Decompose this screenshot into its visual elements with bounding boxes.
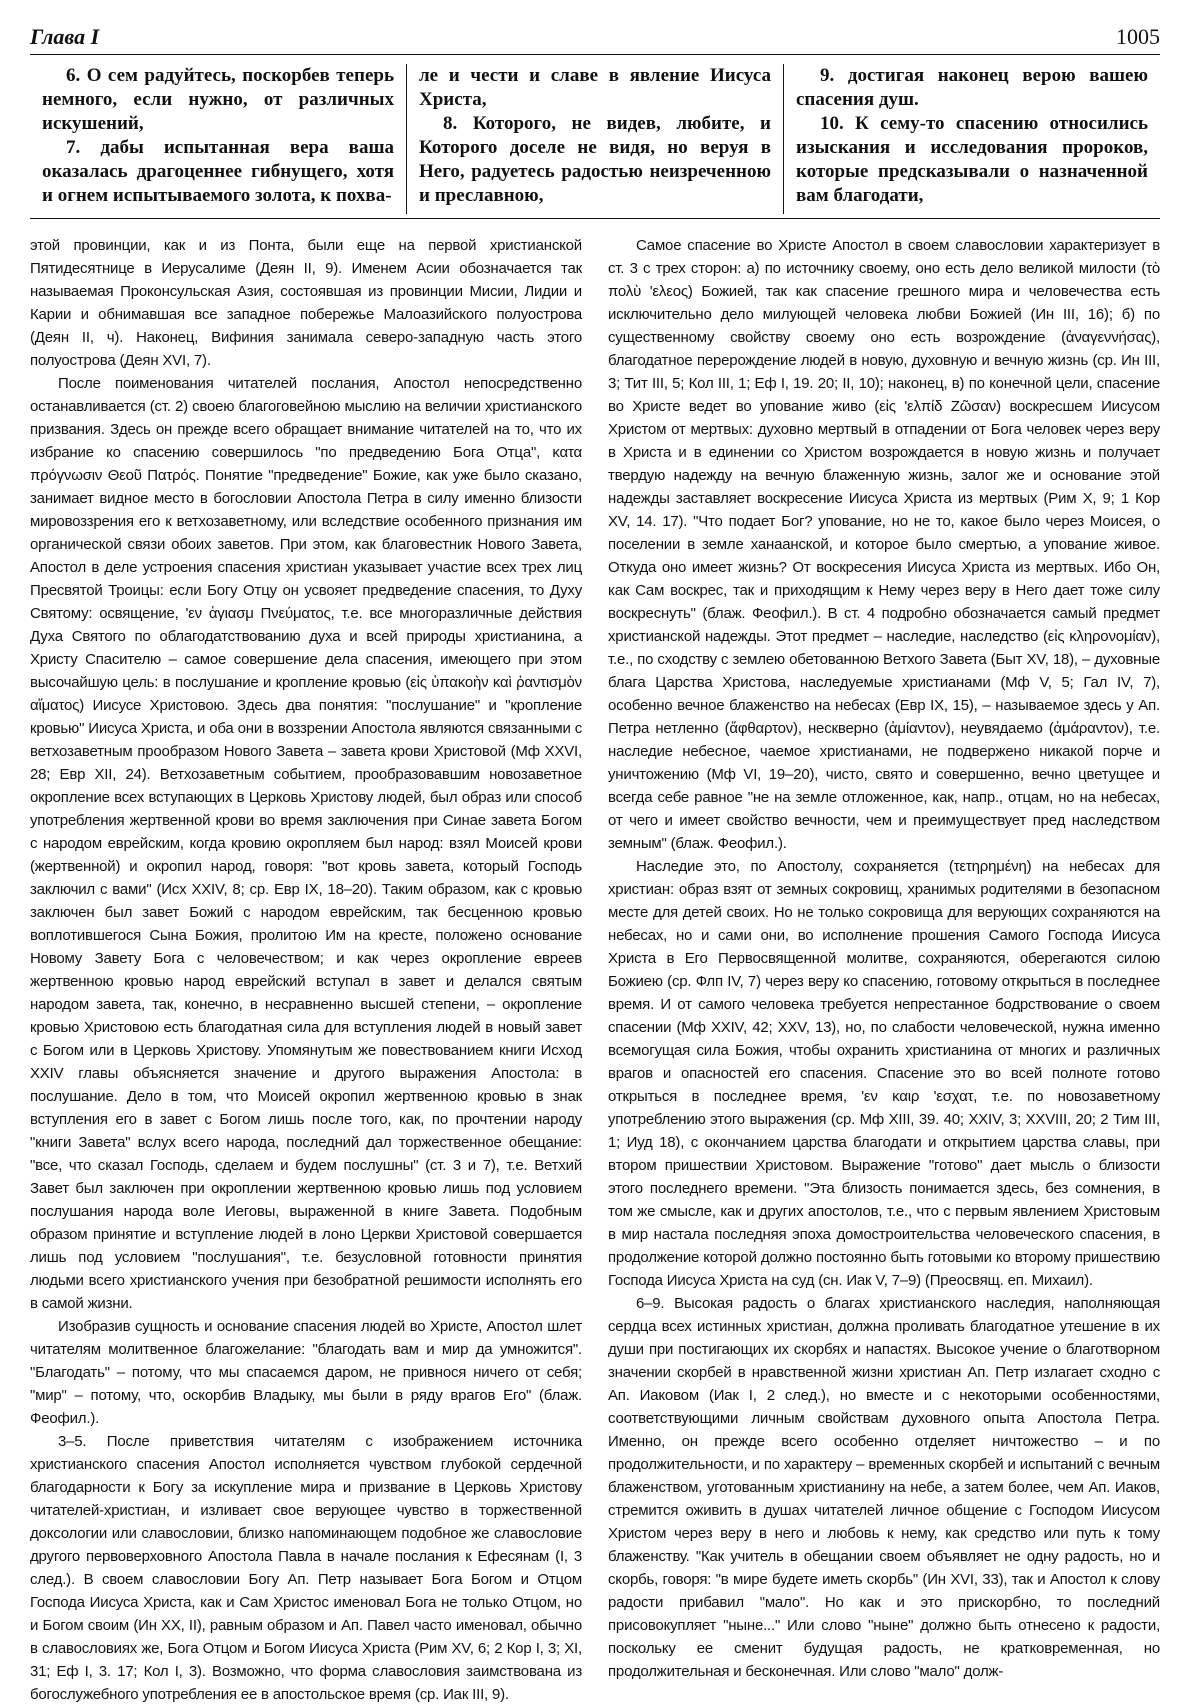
verse-column-2 [406, 64, 783, 214]
scripture-verses [30, 64, 1160, 214]
verse-paragraph: 10. К сему-то спасению относились изыскания и исследования пророков, которые предсказывали о назначенной вам благодати, [796, 113, 1148, 206]
verse-column-3 [783, 64, 1160, 214]
section-divider [30, 218, 1160, 219]
verse-paragraph: 8. Которого, не видев, любите, и Которого доселе не видя, но веруя в Него, радуетесь радостью неизреченною и преславною, [419, 113, 771, 206]
chapter-title: Глава I [30, 24, 100, 49]
commentary-paragraph: Самое спасение во Христе Апостол в своем славословии характеризует в ст. 3 с трех сторон: а) по источнику своему, оно есть дело великой милости (τὸ πολὺ 'ελεος) Божией, так как спасение грешного мира и человечества есть исключительно дело милующей человека любви Божией (Ин III, 16); б) по существенному свойству своему оно есть возрождение (ἀναγεννήσας), благодатное перерождение людей в новую, духовную и вечную жизнь (ср. Ин III, 3; Тит III, 5; Кол III, 1; Еф I, 19. 20; II, 10); наконец, в) по конечной цели, спасение во Христе ведет во упование живо (εἰς 'ελπίδ Ζῶσαν) воскресшем Иисусом Христом от мертвых: духовно мертвый в отпадении от Бога человек через веру в Христа и в единении со Христом возрождается в новую жизнь и получает твердую надежду на вечную блаженную жизнь, залог же и основание этой надежды заставляет воскресение Иисуса Христа из мертвых (Рим X, 9; 1 Кор XV, 14. 17). "Что подает Бог? упование, но не то, какое было через Моисея, о поселении в земле ханаанской, и которое было смертью, а упование живое. Откуда оно имеет жизнь? От воскресения Иисуса Христа из мертвых. Ибо Он, как Сам воскрес, так и приходящим к Нему через веру в Него дает тоже силу воскреснуть" (блаж. Феофил.). В ст. 4 подробно обозначается самый предмет христианской надежды. Этот предмет – наследие, наследство (εἰς κληρονομίαν), т.е., по сходству с землею обетованною Ветхого Завета (Быт XV, 18), – духовные блага Царства Христова, наследуемые христианами (Мф V, 5; Гал IV, 7), особенно вечное блаженство на небесах (Евр IX, 15), – называемое здесь у Ап. Петра нетленно (ἄφθαρτον), нескверно (ἀμίαντον), неувядаемо (ἀμάραντον), т.е. наследие небесное, чаемое христианами, не подвержено никакой порче и уничтожению (Мф VI, 19–20), чисто, свято и совершенно, вечно цветущее и всегда себе равное "не на земле отложенное, как, напр., отцам, но на небесах, от чего и имеет свойство вечности, чем и преимуществует пред наследством земным" (блаж. Феофил.). [608, 237, 1160, 852]
verse-paragraph: 6. О сем радуйтесь, поскорбев теперь немного, если нужно, от различных искушений, [42, 65, 394, 134]
page-number: 1005 [1116, 24, 1160, 49]
commentary-paragraph: этой провинции, как и из Понта, были еще на первой христианской Пятидесятнице в Иерусалиме (Деян II, 9). Именем Асии обозначается так называемая Проконсульская Азия, состоявшая из провинции Мисии, Лидии и Карии и обнимавшая все западное побережье Малоазийского полуострова (Деян II, ч). Наконец, Вифиния занимала северо-западную часть этого полуострова (Деян XVI, 7). [30, 237, 582, 369]
verse-column-1 [30, 64, 406, 214]
commentary-right-column [608, 234, 1160, 1680]
commentary-left-column [30, 234, 582, 1703]
verse-paragraph: 7. дабы испытанная вера ваша оказалась драгоценнее гибнущего, хотя и огнем испытываемого золота, к похва- [42, 137, 394, 206]
verse-paragraph: 9. достигая наконец верою вашею спасения душ. [796, 65, 1148, 110]
commentary-paragraph: 6–9. Высокая радость о благах христианского наследия, наполняющая сердца всех истинных христиан, должна проливать благодатное утешение в их души при постигающих их скорбях и напастях. Высокое учение о благотворном значении скорбей в нравственной жизни христиан Ап. Петр излагает сходно с Ап. Иаковом (Иак I, 2 след.), но вместе и с некоторыми особенностями, соответствующими личным свойствам духовного опыта Апостола Петра. Именно, он прежде всего особенно отделяет ничтожество – и по продолжительности, и по характеру – временных скорбей и испытаний с вечным блаженством, уготованным христианину на небе, а затем более, чем Ап. Иаков, стремится оживить в душах читателей личное общение с Господом Иисусом Христом через веру в него и любовь к нему, как средство или путь к тому блаженству. "Как учитель в обещании своем объявляет не одну радость, но и скорбь, говоря: "в мире будете иметь скорбь" (Ин XVI, 33), так и Апостол к слову радости прибавил "мало". Но как и это прискорбно, то последний присовокупляет "ныне..." Или слово "ныне" должно быть отнесено к радости, поскольку ее сменит будущая радость, не кратковременная, но продолжительная и бесконечная. Или слово "мало" долж- [608, 1295, 1160, 1680]
verse-paragraph: ле и чести и славе в явление Иисуса Христа, [419, 65, 771, 110]
commentary-paragraph: 3–5. После приветствия читателям с изображением источника христианского спасения Апостол исполняется чувством глубокой сердечной благодарности к Богу за искупление мира и призвание в Церковь Христову читателей-христиан, и изливает свое верующее чувство в торжественной доксологии или славословии, близко напоминающем подобное же славословие другого первоверховного Апостола Павла в начале послания к Ефесянам (I, 3 след.). В своем славословии Богу Ап. Петр называет Бога Богом и Отцом Господа Иисуса Христа, как и Сам Христос именовал Бога не только Отцом, но и Богом своим (Ин XX, II), равным образом и Ап. Павел часто именовал, обычно в славословиях же, Бога Отцом и Богом Иисуса Христа (Рим XV, 6; 2 Кор I, 3; XI, 31; Еф I, 3. 17; Кол I, 3). Возможно, что форма славословия заимствована из богослужебного употребления ее в апостольское время (ср. Иак III, 9). [30, 1433, 582, 1703]
commentary-paragraph: Изобразив сущность и основание спасения людей во Христе, Апостол шлет читателям молитвенное благожелание: "благодать вам и мир да умножится". "Благодать" – потому, что мы спасаемся даром, не привнося ничего от себя; "мир" – потому, что, оскорбив Владыку, мы были в ряду врагов Его" (блаж. Феофил.). [30, 1318, 582, 1427]
commentary [30, 234, 1160, 1703]
commentary-paragraph: После поименования читателей послания, Апостол непосредственно останавливается (ст. 2) своею благоговейною мыслию на величии христианского призвания. Здесь он прежде всего обращает внимание читателей на то, что их избрание ко спасению совершилось "по предведению Бога Отца", κατα πρόγνωσιν Θεοῦ Πατρός. Понятие "предведение" Божие, как уже было сказано, занимает видное место в богословии Апостола Петра в силу именно близости мировоззрения его к ветхозаветному, или вследствие особенного признания им органической связи обоих заветов. При этом, как благовестник Нового Завета, Апостол в деле устроения спасения христиан указывает участие всех трех лиц Пресвятой Троицы: если Богу Отцу он усвояет предведение спасения, то Духу Святому: освящение, 'εν ἁγιασμ Πνεύματος, т.е. все многоразличные действия Духа Святого по облагодатствованию духа и всей природы христианина, а Христу Спасителю – самое совершение дела спасения, имеющего при этом высочайшую цель: в послушание и кропление кровью (εἰς ὑπακοὴν καὶ ῥαντισμὸν αἵματος) Иисусе Христовою. Здесь два понятия: "послушание" и "кропление кровью" Иисуса Христа, и оба они в воззрении Апостола являются связанными с ветхозаветным прообразом Нового Завета – завета крови Христовой (Мф XXVI, 28; Евр XII, 24). Ветхозаветным событием, прообразовавшим новозаветное окропление всех вступающих в Церковь Христову людей, был образ или способ употребления жертвенной крови во время заключения при Синае завета Богом с народом еврейским, когда кровию окропляем был народ: взял Моисей крови (жертвенной) и окропил народ, говоря: "вот кровь завета, который Господь заключил с вами" (Исх XXIV, 8; ср. Евр IX, 18–20). Таким образом, как с кровью заключен был завет Божий с народом еврейским, так бесценною кровью воплотившегося Сына Божия, пролитою Им на кресте, положено основание Новому Завету Бога с человечеством; и как через окропление евреев жертвенною кровью народ еврейский вступал в завет и делался святым народом завета, так, конечно, в несравненно высшей степени, – окропление кровью Христовою есть благодатная сила для вступления людей в новый завет с Богом или в Церковь Христову. Упомянутым же повествованием книги Исход XXIV главы объясняется значение и другого выражения Апостола: в послушание. Дело в том, что Моисей окропил жертвенною кровью в знак вступления его в завет с Богом лишь после того, как, по прочтении народу "книги Завета" вслух всего народа, последний дал торжественное обещание: "все, что сказал Господь, сделаем и будем послушны" (ст. 3 и 7), т.е. Ветхий Завет был заключен при окроплении жертвенною кровью лишь под условием послушания народа воле Иеговы, выраженной в книге Завета. Подобным образом принятие и вступление людей в лоно Церкви Христовой совершается лишь под условием "послушания", т.е. безусловной готовности принятия людьми всего христианского учения при безобратной решимости исполнять его в самой жизни. [30, 375, 582, 1312]
commentary-paragraph: Наследие это, по Апостолу, сохраняется (τετηρημένη) на небесах для христиан: образ взят от земных сокровищ, хранимых родителями в безопасном месте для детей своих. Но не только сокровища для верующих сохраняются на небесах, но и сами они, во исполнение прошения Самого Господа Иисуса Христа в Его Первосвященной молитве, сохраняются, оберегаются силою Божиею (ср. Флп IV, 7) через веру ко спасению, готовому открыться в последнее время. И от самого человека требуется непрестанное бодрствование о своем спасении (Мф XXIV, 42; XXV, 13), но, по слабости человеческой, нужна именно всемогущая сила Божия, чтобы охранить христианина от многих и различных врагов и опасностей его спасения. Спасение это во всей полноте готово открыться в последнее время, 'εν καιρ 'εσχατ, т.е. по новозаветному употреблению этого выражения (ср. Мф XIII, 39. 40; XXIV, 3; XXVIII, 20; 2 Тим III, 1; Иуд 18), с окончанием царства благодати и открытием царства славы, при втором пришествии Христовом. Выражение "готово" дает мысль о близости этого последнего времени. "Эта близость понимается здесь, без сомнения, в том же смысле, как и других апостолов, т.е., что с первым явлением Христовым в мир настала последняя эпоха домостроительства человеческого спасения, в продолжение которой должно постоянно быть готовыми ко второму пришествию Господа Иисуса Христа на суд (сн. Иак V, 7–9) (Преосвящ. еп. Михаил). [608, 858, 1160, 1289]
page-header [30, 18, 1160, 55]
